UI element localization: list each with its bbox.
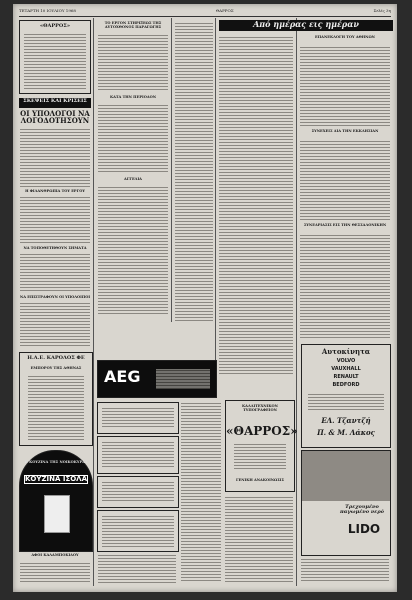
stove-icon <box>44 495 70 533</box>
small-ad <box>97 476 179 508</box>
col4-head: ΕΠΑΝΕΚΛΟΓΗ ΤΟΥ ΑΘΗΝΩΝ <box>315 35 375 39</box>
article-subheading: Η ΦΙΛΑΝΘΡΩΠΙΑ ΤΟΥ ΕΡΓΟΥ <box>25 189 85 193</box>
aeg-ad <box>97 360 217 398</box>
small-ad <box>97 402 179 434</box>
cars-brand: VAUXHALL <box>331 366 361 372</box>
col2-head: ΤΟ ΕΡΓΟΝ ΣΤΗΡΙΞΕΩΣ ΤΗΣ ΑΥΤΟΧΘΟΝΟΣ ΠΑΡΑΓΩΓΗΣ <box>104 21 162 29</box>
newspaper-page <box>13 4 397 592</box>
page-header <box>19 8 391 17</box>
cars-dealer: ΕΛ. Τζαντζή <box>321 416 371 425</box>
lido-logo: LIDO <box>347 522 381 536</box>
column-rule <box>171 18 172 322</box>
umbrella-icon <box>302 451 390 501</box>
article-subheading: ΝΑ ΕΠΙΣΤΡΑΦΟΥΝ ΟΙ ΥΠΟΛΟΙΠΟΙ <box>19 295 91 299</box>
article-title: ΟΙ ΥΠΟΛΟΓΟΙ ΝΑ ΛΟΓΟΔΟΤΗΣΟΥΝ <box>20 109 90 126</box>
cars-brand: RENAULT <box>333 374 359 380</box>
col4-head: ΣΥΝΕΔΡΙΑΣΙΣ ΕΙΣ ΤΗΝ ΘΕΣΣΑΛΟΝΙΚΗΝ <box>303 223 387 227</box>
col2-head: ΚΑΤΑ ΤΗΝ ΠΕΡΙΟΔΟΝ <box>109 95 157 99</box>
tharros-big: «ΘΑΡΡΟΣ» <box>226 424 298 438</box>
masthead-title: «ΘΑΡΡΟΣ» <box>40 23 70 29</box>
column-rule <box>215 18 216 392</box>
col2-head: ΑΓΓΕΛΙΑ <box>124 177 142 181</box>
small-ad <box>97 510 179 552</box>
column-rule <box>296 18 297 586</box>
kouzina-top: Η ΚΟΥΖΙΝΑ ΤΗΣ ΝΟΙΚΟΚΥΡΑΣ <box>24 460 88 464</box>
cars-dealer: Π. & Μ. Λάκος <box>317 428 375 437</box>
header-paper: ΘΑΡΡΟΣ <box>215 8 234 13</box>
small-ad <box>97 436 179 474</box>
col4-head: ΣΥΝΕΧΕΙΣ ΔΙΑ ΤΗΝ ΕΚΚΛΗΣΙΑΝ <box>311 129 379 133</box>
lido-ad <box>301 450 391 556</box>
cars-title: Αυτοκίνητα <box>321 347 371 356</box>
header-page: Σελίς 3η <box>373 8 391 13</box>
karolos-title: Η.Α.Ε. ΚΑΡΟΛΟΣ ΦΕ <box>27 355 85 361</box>
cars-brand: VOLVO <box>336 358 356 364</box>
tharros-small: ΚΑΛΛΙΤΕΧΝΙΚΟΝ ΤΥΠΟΓΡΑΦΕΙΟΝ <box>242 404 278 412</box>
masthead-box <box>19 20 91 94</box>
kouzina-name: ΚΟΥΖΙΝΑ ΙΣΟΛΑ <box>25 475 88 483</box>
cars-ad <box>301 344 391 448</box>
daily-banner: Από ημέρας εις ημέραν <box>219 20 393 31</box>
aeg-logo: AEG <box>104 367 141 386</box>
tharros-bottom: ΓΕΝΙΚΗ ΑΝΑΚΟΙΝΩΣΙΣ <box>235 478 285 482</box>
kouzina-footer: ΑΦΟΙ ΚΑΛΑΜΠΟΚΙΔΟΥ <box>31 553 79 557</box>
lido-tagline: Τρεχουμένο παγωμένο νερό <box>340 504 384 516</box>
kouzina-ad <box>19 450 93 552</box>
karolos-subtitle: ΕΜΠΟΡΟΥ ΤΗΣ ΑΘΗΝΑΣ <box>30 366 82 370</box>
column-rule <box>93 18 94 586</box>
cars-brand: BEDFORD <box>332 382 360 388</box>
tharros-ad <box>225 400 298 492</box>
header-date: ΤΕΤΑΡΤΗ 10 ΙΟΥΛΙΟΥ 1968 <box>19 8 76 13</box>
article-subheading: ΝΑ ΤΟΠΟΘΕΤΗΘΟΥΝ ΣΗΜΑΤΑ <box>23 246 87 250</box>
section-heading: ΣΚΕΨΕΙΣ ΚΑΙ ΚΡΙΣΕΙΣ <box>19 98 91 108</box>
karolos-ad <box>19 352 93 446</box>
